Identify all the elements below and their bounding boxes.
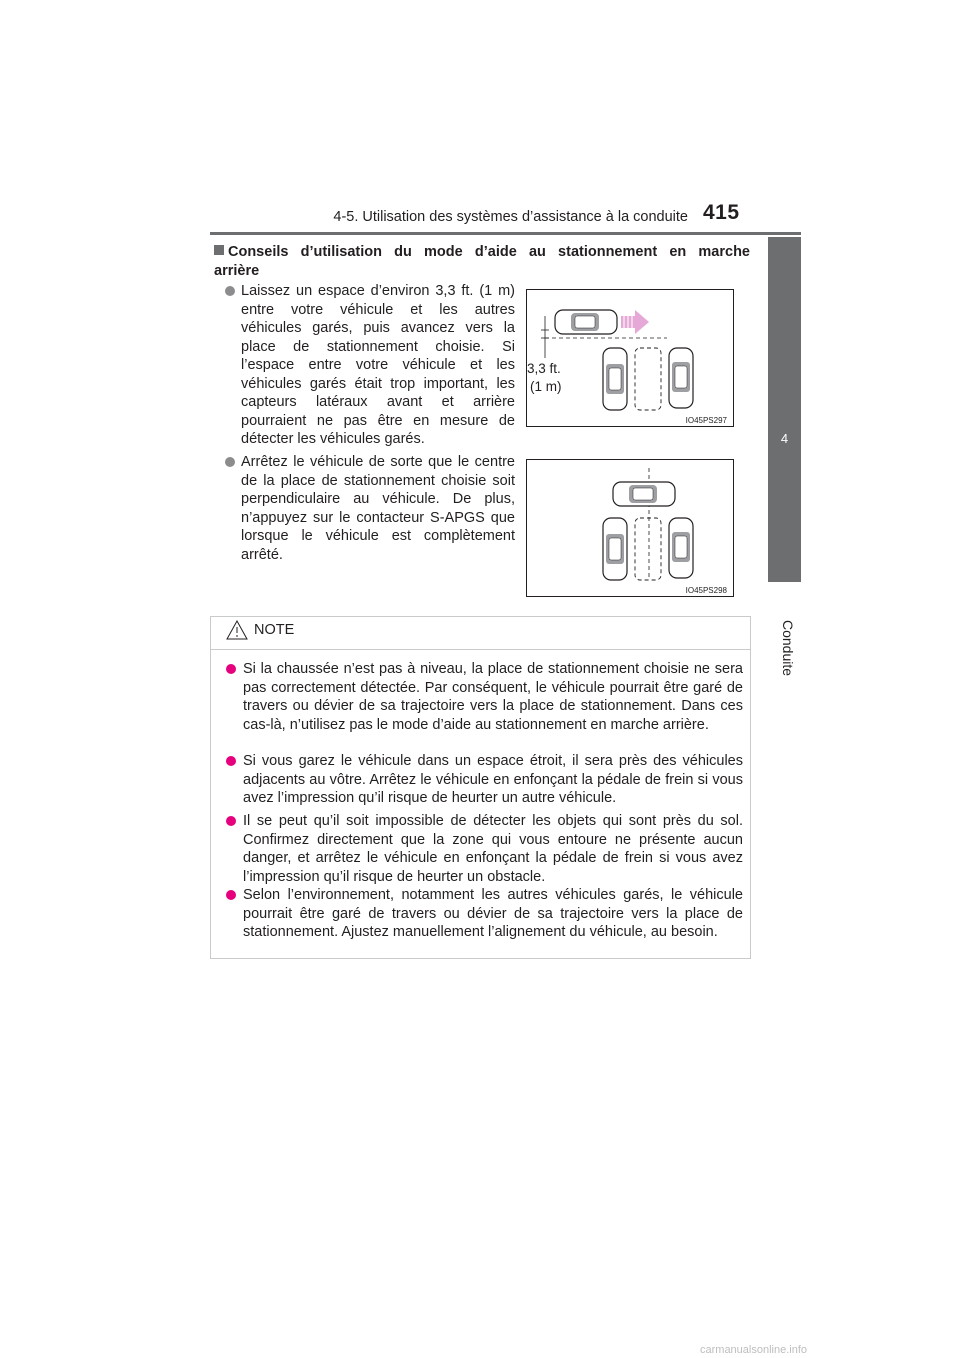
parking-perpendicular-illustration [527, 460, 733, 596]
note-label: NOTE [254, 622, 295, 638]
section-heading-line1: Conseils d’utilisation du mode d’aide au stationnement en marche [228, 244, 750, 260]
parked-car-icon [669, 348, 693, 408]
distance-label-line2: (1 m) [530, 379, 562, 394]
moving-car-icon [555, 310, 617, 334]
parking-spacing-illustration [527, 290, 733, 426]
bullet-item [241, 282, 515, 449]
parked-car-icon [669, 518, 693, 578]
section-heading [214, 243, 750, 281]
note-item [243, 660, 743, 735]
note-item [243, 812, 743, 887]
distance-label [527, 360, 562, 396]
figure-spacing-diagram [526, 289, 734, 427]
section-heading-line2: arrière [214, 263, 260, 279]
warning-triangle-icon [225, 619, 249, 641]
empty-parking-space [635, 348, 661, 410]
empty-parking-space [635, 518, 661, 580]
note-bullet-icon [226, 816, 236, 826]
page-number: 415 [703, 201, 740, 224]
chapter-tab [768, 237, 801, 582]
header-title: 4-5. Utilisation des systèmes d’assistance à la conduite [333, 209, 688, 225]
header-rule [210, 232, 801, 235]
footer-watermark: carmanualsonline.info [700, 1344, 808, 1356]
stopped-car-icon [613, 482, 675, 506]
note-item-text: Si la chaussée n’est pas à niveau, la place de stationnement choisie ne sera pas correctement détectée. Par conséquent, le véhicule pourrait être garé de travers ou dévier de sa trajectoire vers la place de stationnement. Dans ces cas-là, n’utilisez pas le mode d’aide au stationnement en marche arrière. [243, 661, 743, 734]
chapter-tab-number: 4 [780, 431, 789, 446]
note-item-text: Si vous garez le véhicule dans un espace étroit, il sera près des véhicules adjacents au vôtre. Arrêtez le véhicule en enfonçant la pédale de frein si vous avez l’impression qu’il risque de heurter un autre véhicule. [243, 753, 743, 807]
chapter-tab-label: Conduite [780, 620, 796, 677]
direction-arrow-icon [621, 310, 649, 334]
bullet-text: Arrêtez le véhicule de sorte que le centre de la place de stationnement choisie soit perpendiculaire au véhicule. De plus, n’appuyez sur le contacteur S-APGS que lorsque le véhicule est complètement arrêté. [241, 454, 515, 563]
bullet-item [241, 453, 515, 564]
note-bullet-icon [226, 664, 236, 674]
square-bullet-icon [214, 245, 224, 255]
figure-code: IO45PS297 [685, 416, 727, 425]
note-item [243, 752, 743, 808]
note-item-text: Il se peut qu’il soit impossible de détecter les objets qui sont près du sol. Confirmez directement que la zone qui vous entoure ne présente aucun danger, et arrêtez le véhicule en enfonçant la pédale de frein si vous avez l’impression qu’il risque de heurter un obstacle. [243, 813, 743, 886]
parked-car-icon [603, 348, 627, 410]
figure-code: IO45PS298 [685, 586, 727, 595]
note-header-rule [211, 649, 750, 650]
bullet-text: Laissez un espace d’environ 3,3 ft. (1 m) entre votre véhicule et les autres véhicules garés, puis avancez vers la place de stationnement choisie. Si l’espace entre votre véhicule et les véhicules garés était trop important, les capteurs latéraux avant et arrière pourraient ne pas être en mesure de détecter les véhicules garés. [241, 283, 515, 447]
figure-perpendicular-diagram [526, 459, 734, 597]
bullet-dot-icon [225, 457, 235, 467]
note-item-text: Selon l’environnement, notamment les autres véhicules garés, le véhicule pourrait être garé de travers ou dévier de sa trajectoire vers la place de stationnement. Ajustez manuellement l’alignement du véhicule, au besoin. [243, 887, 743, 941]
note-bullet-icon [226, 756, 236, 766]
bullet-dot-icon [225, 286, 235, 296]
distance-label-line1: 3,3 ft. [527, 361, 561, 376]
note-item [243, 886, 743, 942]
parked-car-icon [603, 518, 627, 580]
note-bullet-icon [226, 890, 236, 900]
